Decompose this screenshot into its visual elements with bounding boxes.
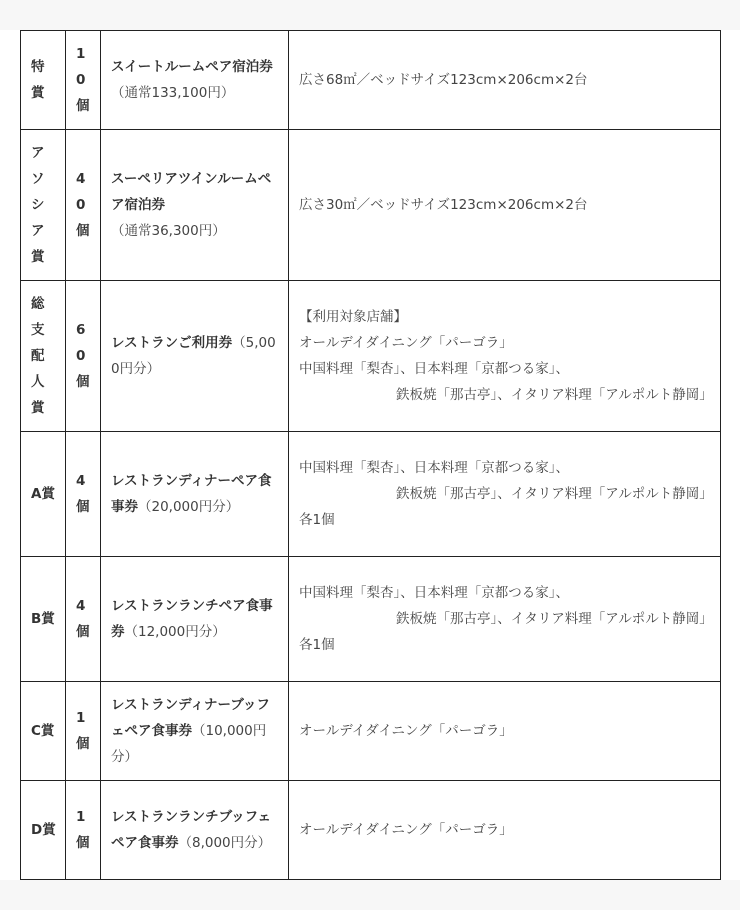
prize-item-note: （10,000円分） [111,723,267,765]
prize-item-note: （12,000円分） [124,624,226,640]
prize-item [101,557,289,682]
prize-row-associa [21,130,721,281]
prize-item-title: レストランランチペア食事券 [111,598,273,640]
prize-detail [289,432,721,557]
prize-item-title: レストランランチブッフェペア食事券 [111,809,271,851]
prize-item-note: （通常36,300円） [111,223,226,239]
prize-count: 4個 [66,432,101,557]
prize-count: 60個 [66,281,101,432]
detail-line: 【利用対象店舗】 [299,309,407,325]
detail-line: 中国料理「梨杏」、日本料理「京都つる家」、 [299,585,569,601]
detail-line: オールデイダイニング「パーゴラ」 [299,335,513,351]
prize-row-d [21,781,721,880]
prize-detail [289,281,721,432]
prize-item [101,281,289,432]
detail-line: 鉄板焼「那古亭」、イタリア料理「アルポルト静岡」 [396,611,713,627]
prize-detail [289,130,721,281]
prize-item [101,781,289,880]
detail-line: 鉄板焼「那古亭」、イタリア料理「アルポルト静岡」 [396,486,713,502]
prize-name: A賞 [21,432,66,557]
prize-detail [289,781,721,880]
prize-count: 10個 [66,31,101,130]
prize-name: 総支配人賞 [21,281,66,432]
prize-count: 40個 [66,130,101,281]
detail-line: 中国料理「梨杏」、日本料理「京都つる家」、 [299,361,569,377]
prize-row-gm [21,281,721,432]
prize-item-title: レストランご利用券 [111,335,233,351]
prize-item-title: レストランディナーペア食事券 [111,473,272,515]
prize-item-title: スイートルームペア宿泊券 [111,59,273,75]
detail-line: 中国料理「梨杏」、日本料理「京都つる家」、 [299,460,569,476]
prize-item [101,432,289,557]
prize-item [101,130,289,281]
prize-item-title: スーペリアツインルームペア宿泊券 [111,171,272,213]
prize-name: アソシア賞 [21,130,66,281]
prize-row-c [21,682,721,781]
detail-line: 広さ30㎡／ベッドサイズ123cm×206cm×2台 [299,197,588,213]
prize-count: 1個 [66,682,101,781]
prize-count: 1個 [66,781,101,880]
prize-name: B賞 [21,557,66,682]
prize-detail [289,31,721,130]
detail-line: 各1個 [299,512,335,528]
detail-line: 各1個 [299,637,335,653]
prize-row-special [21,31,721,130]
prize-table [20,30,721,880]
prize-detail [289,682,721,781]
prize-item [101,682,289,781]
prize-name: C賞 [21,682,66,781]
prize-row-b [21,557,721,682]
prize-row-a [21,432,721,557]
detail-line: 広さ68㎡／ベッドサイズ123cm×206cm×2台 [299,72,588,88]
detail-line: オールデイダイニング「パーゴラ」 [299,723,513,739]
prize-detail [289,557,721,682]
top-band [0,0,740,30]
detail-line: オールデイダイニング「パーゴラ」 [299,822,513,838]
prize-item-note: （5,000円分） [111,335,276,377]
prize-name: D賞 [21,781,66,880]
prize-item-note: （通常133,100円） [111,85,235,101]
prize-count: 4個 [66,557,101,682]
prize-item-note: （20,000円分） [138,499,240,515]
prize-item-title: レストランディナーブッフェペア食事券 [111,697,270,739]
bottom-band [0,880,740,910]
prize-item-note: （8,000円分） [178,835,272,851]
prize-item [101,31,289,130]
detail-line: 鉄板焼「那古亭」、イタリア料理「アルポルト静岡」 [396,387,713,403]
prize-name: 特賞 [21,31,66,130]
